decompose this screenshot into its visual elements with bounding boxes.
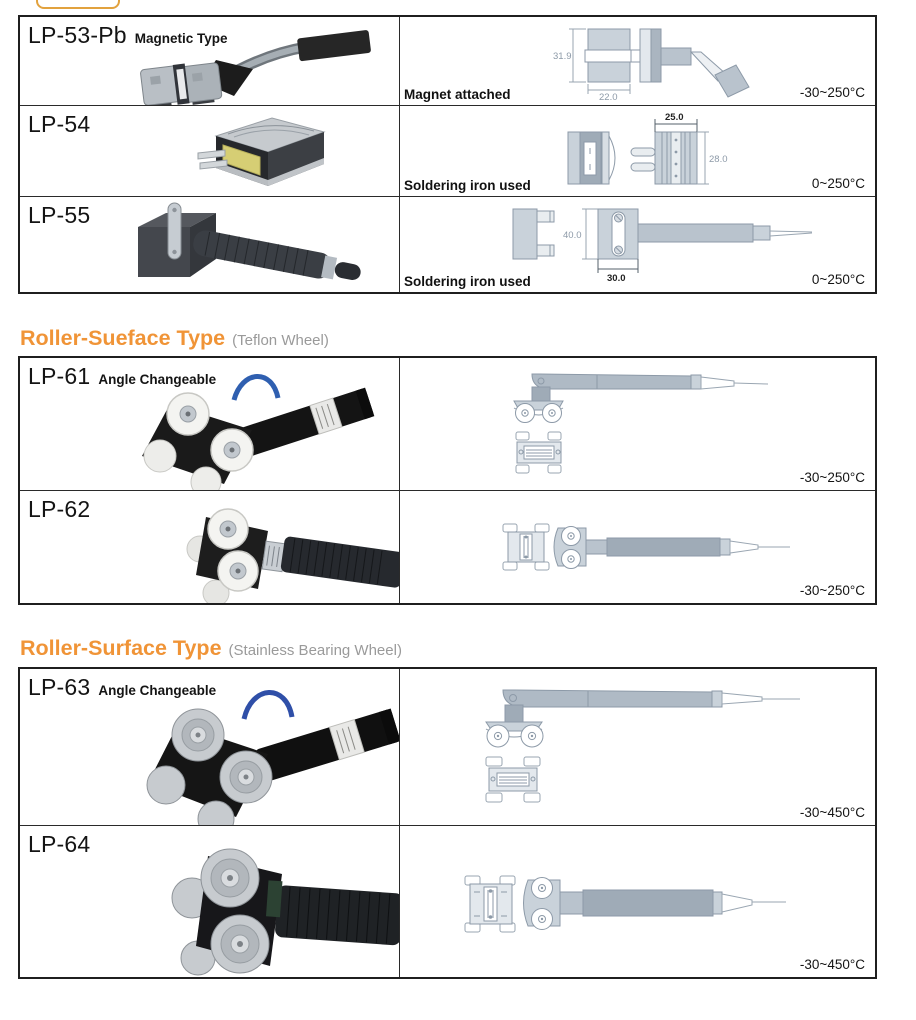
lp-63-drawing [400,669,875,825]
roller-stainless-table [18,667,877,979]
product-cell [20,669,400,825]
drawing-cell [400,358,875,490]
table-row [20,358,875,490]
dimension-label: 28.0 [709,154,728,165]
temperature-range: -30~250°C [799,470,865,485]
caption: Soldering iron used [404,178,531,193]
model-label: LP-62 [28,496,91,522]
dimension-label: 30.0 [607,273,626,284]
contact-type-table [18,15,877,294]
table-row [20,825,875,977]
caption: Soldering iron used [404,274,531,289]
product-cell [20,17,400,105]
product-cell [20,106,400,196]
model-subtitle: Angle Changeable [98,372,217,387]
temperature-range: -30~450°C [799,805,865,820]
model-label: LP-54 [28,111,91,137]
section-heading-note: (Teflon Wheel) [232,332,329,349]
lp-64-drawing [400,826,875,977]
model-subtitle: Angle Changeable [98,683,217,698]
model-label: LP-53-Pb [28,22,127,48]
table-row [20,490,875,603]
drawing-cell [400,669,875,825]
table-row [20,196,875,292]
drawing-cell [400,17,875,105]
cut-off-tab-fragment [36,0,120,9]
section-heading-note: (Stainless Bearing Wheel) [228,642,402,659]
caption: Magnet attached [404,87,511,102]
table-row [20,105,875,196]
model-label: LP-61 [28,363,91,389]
table-row [20,17,875,105]
dimension-label: 25.0 [665,112,684,123]
section-heading [20,636,402,661]
product-cell [20,826,400,977]
drawing-cell [400,197,875,292]
drawing-cell [400,491,875,603]
model-label: LP-63 [28,674,91,700]
temperature-range: -30~450°C [799,957,865,972]
section-heading-title: Roller-Surface Type [20,636,222,660]
temperature-range: -30~250°C [799,583,865,598]
model-subtitle: Magnetic Type [134,31,228,46]
roller-teflon-table [18,356,877,605]
drawing-cell [400,826,875,977]
dimension-label: 40.0 [563,230,582,241]
product-cell [20,197,400,292]
model-label: LP-55 [28,202,91,228]
dimension-label: 31.9 [553,51,572,62]
table-row [20,669,875,825]
product-cell [20,491,400,603]
temperature-range: 0~250°C [811,176,865,191]
model-label: LP-64 [28,831,91,857]
temperature-range: -30~250°C [799,85,865,100]
temperature-range: 0~250°C [811,272,865,287]
section-heading-title: Roller-Sueface Type [20,326,226,350]
product-cell [20,358,400,490]
dimension-label: 22.0 [599,92,618,103]
section-heading [20,326,329,351]
drawing-cell [400,106,875,196]
